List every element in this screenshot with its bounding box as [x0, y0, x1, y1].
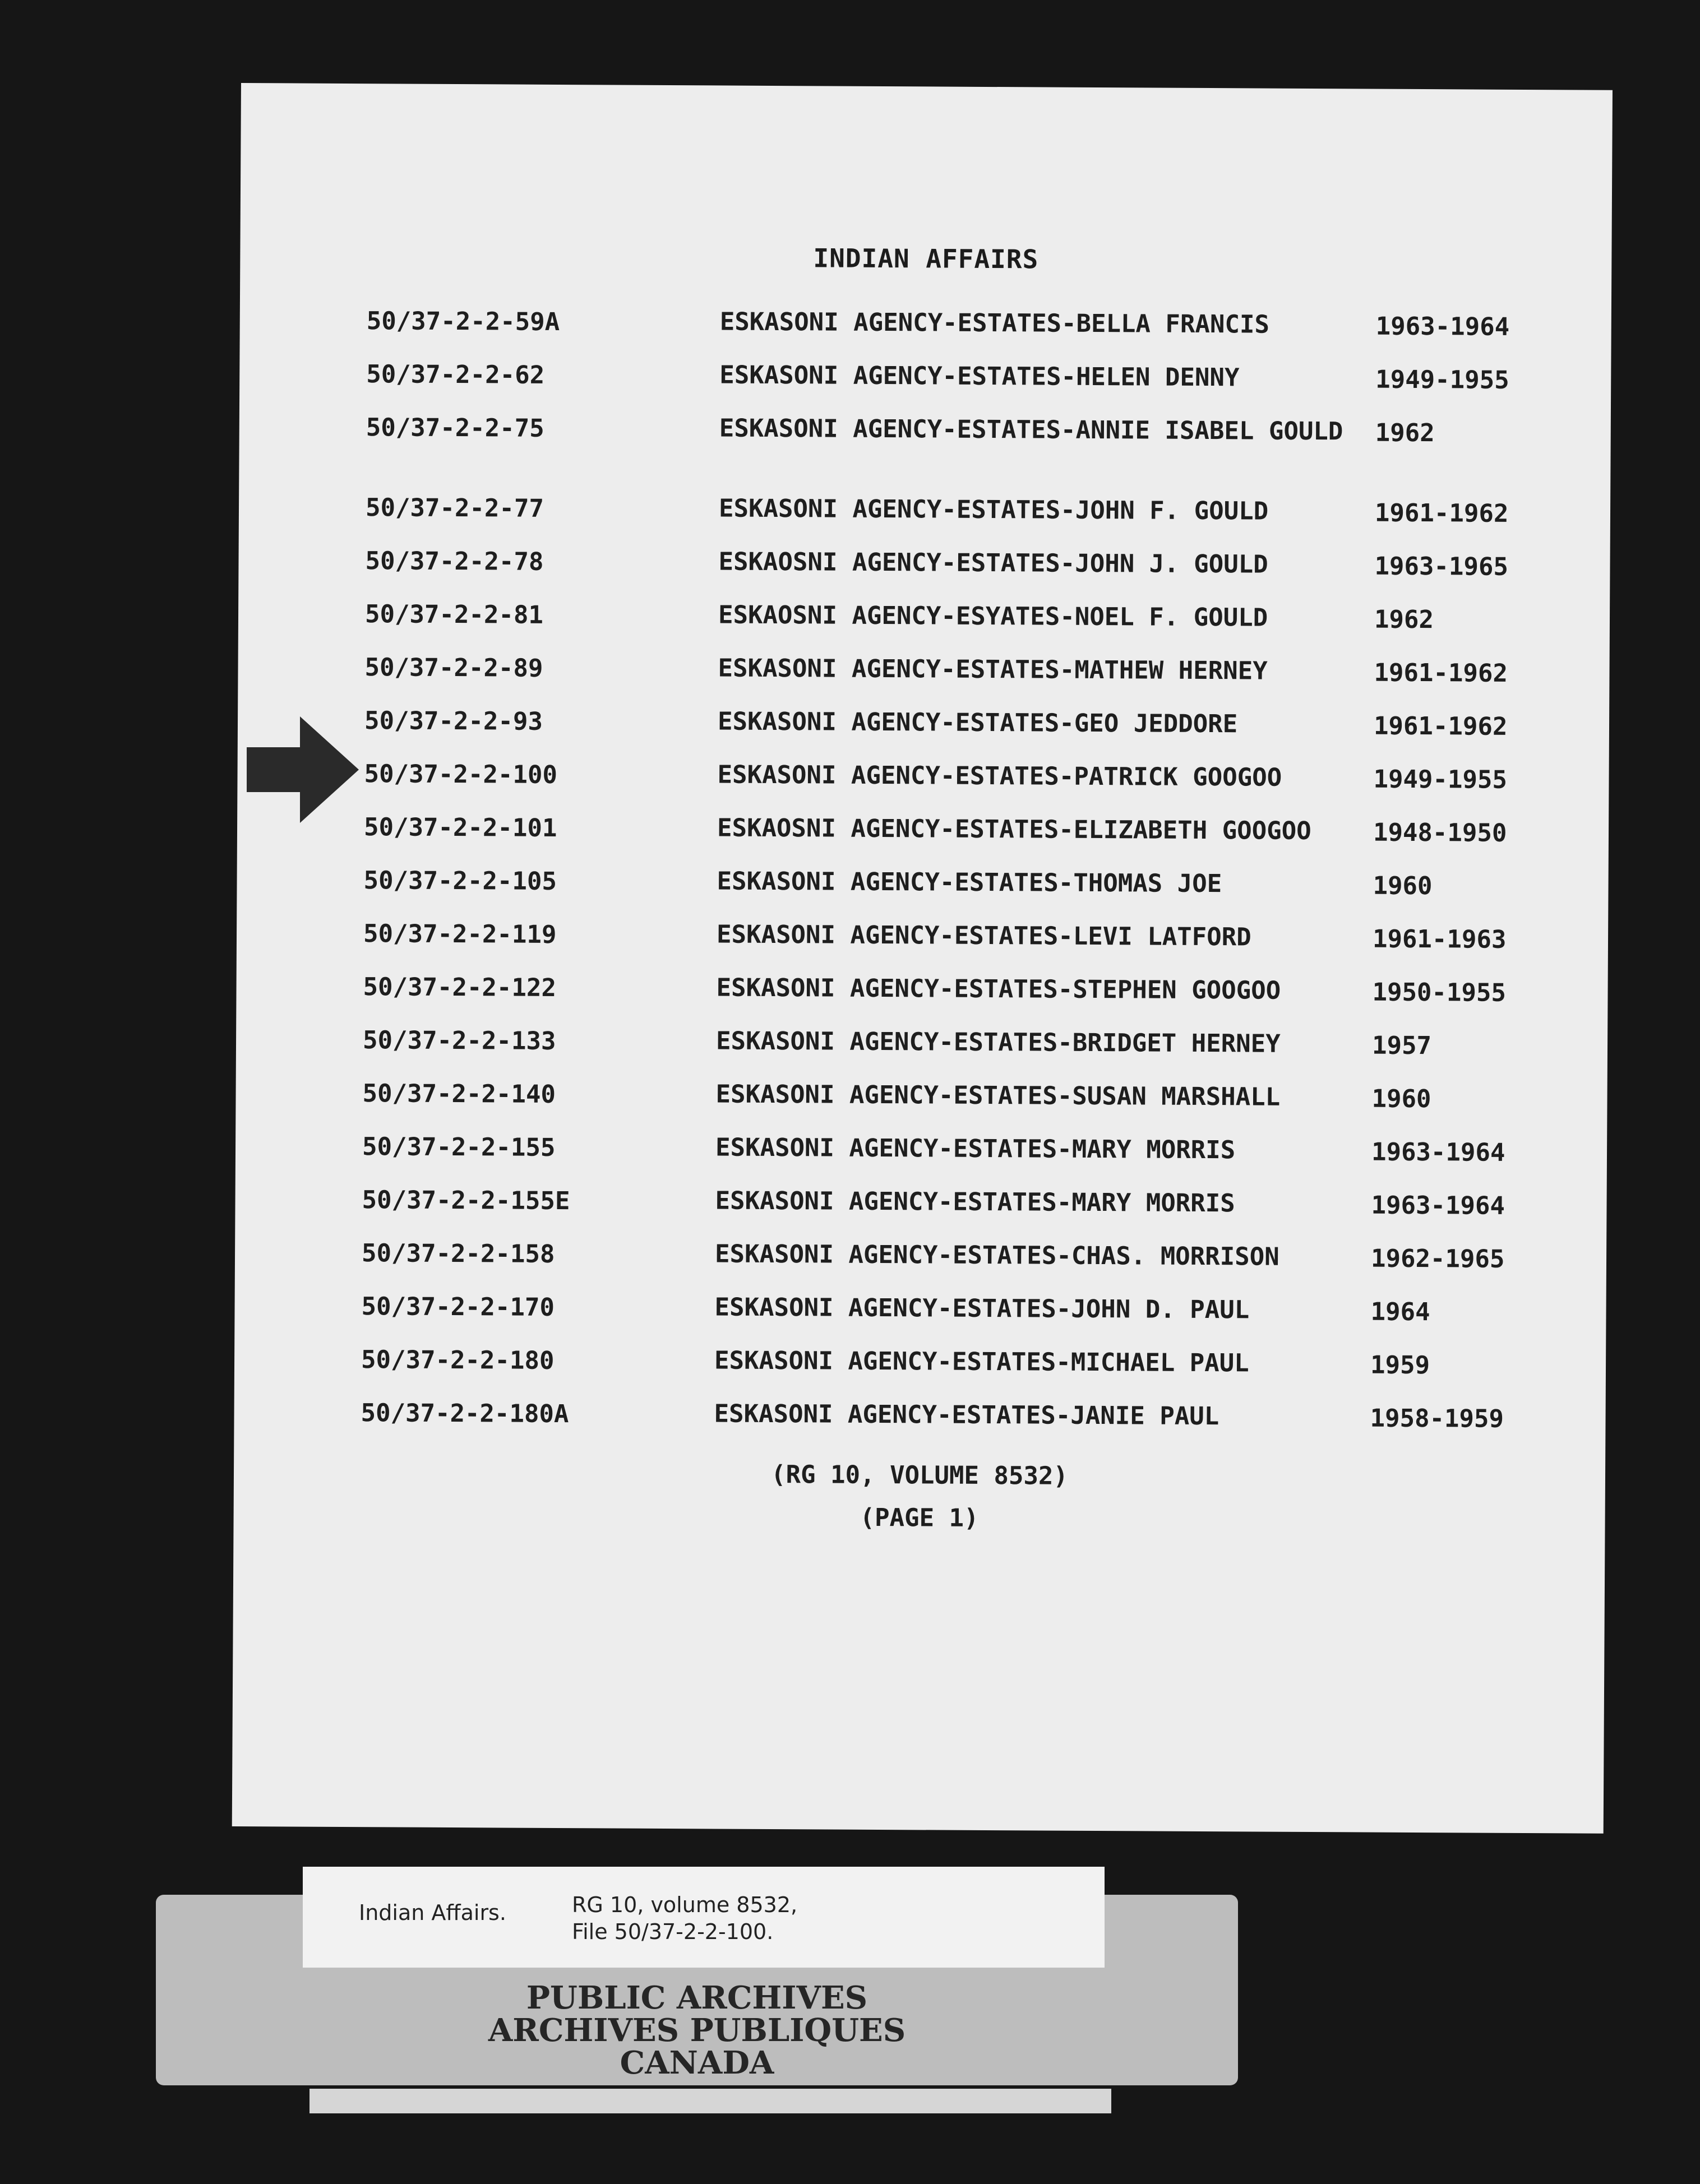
table-row [365, 600, 1570, 659]
archives-stamp [156, 1979, 1238, 2081]
page-number: (PAGE 1) [860, 1503, 979, 1533]
table-row [364, 760, 1569, 819]
file-number: 50/37-2-2-81 [364, 600, 544, 630]
arrow-right-icon [247, 716, 359, 823]
file-dates: 1957 [1371, 1031, 1432, 1061]
file-number: 50/37-2-2-158 [361, 1239, 555, 1269]
file-dates: 1962 [1374, 605, 1434, 635]
file-dates: 1949-1955 [1373, 765, 1508, 794]
table-row [362, 1079, 1568, 1139]
file-number: 50/37-2-2-78 [365, 547, 544, 576]
file-title: ESKASONI AGENCY-ESTATES-GEO JEDDORE [717, 707, 1238, 739]
file-title: ESKASONI AGENCY-ESTATES-HELEN DENNY [719, 360, 1240, 392]
file-number: 50/37-2-2-77 [365, 493, 544, 523]
file-title: ESKASONI AGENCY-ESTATES-STEPHEN GOOGOO [716, 973, 1281, 1005]
file-dates: 1958-1959 [1370, 1404, 1504, 1433]
table-row [363, 919, 1569, 979]
file-title: ESKASONI AGENCY-ESTATES-BELLA FRANCIS [719, 307, 1270, 339]
label-reference [572, 1891, 797, 1945]
file-number: 50/37-2-2-180A [361, 1399, 569, 1429]
file-dates: 1961-1962 [1374, 658, 1508, 688]
file-dates: 1949-1955 [1375, 365, 1509, 395]
file-dates: 1964 [1370, 1297, 1430, 1327]
table-row [363, 973, 1568, 1032]
table-row [361, 1292, 1567, 1352]
label-strip [309, 2089, 1111, 2113]
file-dates: 1961-1962 [1374, 498, 1509, 528]
file-title: ESKASONI AGENCY-ESTATES-JOHN F. GOULD [718, 494, 1269, 526]
table-row [362, 1132, 1568, 1192]
file-title: ESKASONI AGENCY-ESTATES-MATHEW HERNEY [718, 654, 1268, 686]
file-title: ESKASONI AGENCY-ESTATES-CHAS. MORRISON [714, 1239, 1279, 1271]
file-dates: 1960 [1371, 1084, 1431, 1114]
stamp-line: CANADA [620, 2044, 774, 2081]
label-agency: Indian Affairs. [359, 1900, 506, 1925]
archive-label-slip [303, 1867, 1105, 1968]
file-dates: 1963-1964 [1375, 312, 1510, 341]
file-number: 50/37-2-2-100 [364, 760, 558, 789]
file-dates: 1963-1964 [1371, 1137, 1505, 1167]
label-ref-line: RG 10, volume 8532, [572, 1893, 798, 1917]
file-number: 50/37-2-2-140 [362, 1079, 556, 1109]
file-number: 50/37-2-2-93 [364, 706, 543, 736]
file-title: ESKASONI AGENCY-ESTATES-LEVI LATFORD [716, 920, 1251, 952]
file-title: ESKASONI AGENCY-ESTATES-MARY MORRIS [715, 1133, 1236, 1165]
stamp-line: ARCHIVES PUBLIQUES [488, 2012, 906, 2049]
table-row [363, 1026, 1568, 1085]
file-title: ESKAOSNI AGENCY-ESTATES-JOHN J. GOULD [718, 547, 1268, 579]
file-dates: 1961-1962 [1373, 711, 1508, 741]
file-title: ESKASONI AGENCY-ESTATES-JOHN D. PAUL [714, 1293, 1250, 1325]
stamp-line: PUBLIC ARCHIVES [526, 1979, 868, 2016]
file-dates: 1962-1965 [1370, 1244, 1505, 1274]
file-dates: 1963-1964 [1371, 1191, 1505, 1220]
table-row [363, 866, 1569, 926]
page-title: INDIAN AFFAIRS [813, 243, 1039, 275]
table-row [364, 653, 1570, 712]
file-number: 50/37-2-2-59A [366, 307, 560, 336]
volume-reference: (RG 10, VOLUME 8532) [770, 1460, 1069, 1491]
file-number: 50/37-2-2-155 [362, 1132, 556, 1162]
file-dates: 1950-1955 [1372, 978, 1507, 1007]
file-dates: 1948-1950 [1373, 818, 1507, 848]
file-dates: 1963-1965 [1374, 552, 1509, 581]
label-ref-line: File 50/37-2-2-100. [572, 1919, 774, 1944]
file-dates: 1959 [1370, 1350, 1430, 1380]
table-row [362, 1186, 1567, 1245]
table-row [361, 1345, 1567, 1405]
file-title: ESKAOSNI AGENCY-ESTATES-ELIZABETH GOOGOO [717, 813, 1311, 846]
file-dates: 1961-1963 [1372, 924, 1507, 954]
file-title: ESKASONI AGENCY-ESTATES-ANNIE ISABEL GOULD [719, 414, 1343, 446]
file-number: 50/37-2-2-75 [366, 413, 544, 443]
file-dates: 1960 [1373, 871, 1433, 901]
file-number: 50/37-2-2-155E [362, 1186, 570, 1216]
table-row [365, 547, 1570, 606]
table-row [366, 307, 1572, 366]
file-title: ESKASONI AGENCY-ESTATES-THOMAS JOE [717, 867, 1222, 899]
document-page [232, 83, 1613, 1834]
file-title: ESKASONI AGENCY-ESTATES-SUSAN MARSHALL [715, 1080, 1281, 1112]
table-row [362, 1239, 1567, 1298]
file-number: 50/37-2-2-180 [361, 1345, 555, 1375]
table-row [364, 813, 1569, 872]
file-title: ESKASONI AGENCY-ESTATES-MARY MORRIS [715, 1186, 1235, 1218]
file-number: 50/37-2-2-133 [362, 1026, 556, 1056]
file-title: ESKAOSNI AGENCY-ESYATES-NOEL F. GOULD [718, 600, 1268, 632]
file-number: 50/37-2-2-105 [363, 866, 557, 896]
file-title: ESKASONI AGENCY-ESTATES-JANIE PAUL [714, 1399, 1219, 1431]
file-number: 50/37-2-2-62 [366, 360, 545, 390]
file-title: ESKASONI AGENCY-ESTATES-BRIDGET HERNEY [715, 1026, 1281, 1058]
file-number: 50/37-2-2-101 [363, 813, 557, 843]
table-row [366, 493, 1571, 553]
file-title: ESKASONI AGENCY-ESTATES-MICHAEL PAUL [714, 1346, 1249, 1378]
file-list [361, 307, 1572, 1458]
table-row [366, 413, 1572, 499]
file-number: 50/37-2-2-119 [363, 919, 557, 949]
table-row [366, 360, 1572, 419]
file-number: 50/37-2-2-170 [361, 1292, 555, 1322]
file-number: 50/37-2-2-122 [363, 973, 557, 1002]
table-row [364, 706, 1570, 766]
file-dates: 1962 [1375, 418, 1435, 448]
table-row [361, 1399, 1566, 1458]
file-number: 50/37-2-2-89 [364, 653, 543, 683]
file-title: ESKASONI AGENCY-ESTATES-PATRICK GOOGOO [717, 760, 1282, 792]
